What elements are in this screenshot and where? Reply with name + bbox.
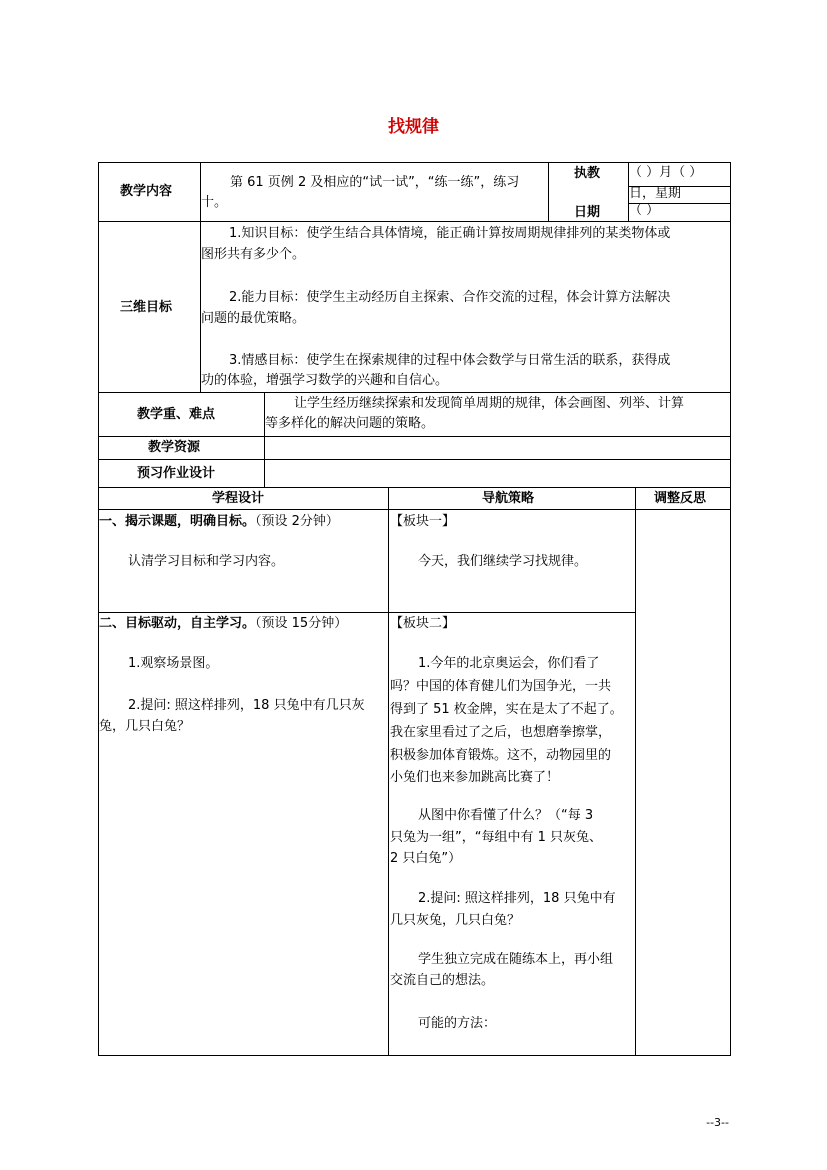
module2-p5: 可能的方法： [418, 1016, 497, 1031]
teaching-content-label: 教学内容 [120, 184, 173, 199]
module2-p4-line1: 学生独立完成在随练本上，再小组 [418, 952, 614, 967]
section2-time: （预设 15分钟） [255, 616, 348, 631]
header-strategy: 导航策略 [482, 491, 535, 506]
goal-knowledge-line1: 1.知识目标：使学生结合具体情境，能正确计算按周期规律排列的某类物体或 [229, 226, 671, 241]
module2-p2-line2: 只兔为一组”，“每组中有 1 只灰兔、 [390, 830, 603, 845]
page-title: 找规律 [388, 117, 439, 137]
section2-item2-line1: 2.提问: 照这样排列，18 只兔中有几只灰 [128, 698, 365, 713]
section2-heading-text: 二、目标驱动，自主学习。 [99, 616, 256, 631]
key-points-line2: 等多样化的解决问题的策略。 [265, 416, 435, 431]
section1-time: （预设 2分钟） [255, 514, 339, 529]
module2-p1-line5: 积极参加体育锻炼。这不，动物园里的 [390, 748, 612, 763]
module2-p1-line4: 我在家里看过了之后，也想磨拳擦掌， [390, 725, 612, 740]
module2-label: 【板块二】 [390, 616, 456, 631]
goal-knowledge-line2: 图形共有多少个。 [201, 247, 306, 262]
goal-ability-line1: 2.能力目标：使学生主动经历自主探索、合作交流的过程，体会计算方法解决 [229, 290, 671, 305]
exec-label-1: 执教 [574, 166, 601, 181]
section2-item1: 1.观察场景图。 [128, 656, 219, 671]
section2-item2-line2: 兔，几只白兔？ [99, 719, 191, 734]
date-line2: 日，星期 [629, 186, 682, 201]
module2-p3-line2: 几只灰兔，几只白兔？ [390, 913, 521, 928]
three-goals-label: 三维目标 [120, 300, 173, 315]
page-number: --3-- [706, 1116, 729, 1129]
header-reflection: 调整反思 [654, 491, 707, 506]
date-line1: （ ）月（ ） [629, 165, 703, 180]
teaching-content-line1: 第 61 页例 2 及相应的“试一试”，“练一练”，练习 [230, 175, 520, 190]
goal-emotion-line2: 功的体验，增强学习数学的兴趣和自信心。 [201, 373, 449, 388]
exec-label-2: 日期 [574, 205, 601, 220]
section1-heading [99, 511, 339, 533]
teaching-content-line2: 十。 [201, 195, 228, 210]
module2-p2-line3: 2 只白兔”） [390, 851, 462, 866]
goal-ability-line2: 问题的最优策略。 [201, 311, 306, 326]
module2-p1-line3: 得到了 51 枚金牌，实在是太了不起了。 [390, 702, 623, 717]
key-points-line1: 让学生经历继续探索和发现简单周期的规律，体会画图、列举、计算 [294, 396, 685, 411]
module2-p1-line6: 小兔们也来参加跳高比赛了！ [390, 770, 560, 785]
module2-p1-line1: 1.今年的北京奥运会，你们看了 [418, 656, 600, 671]
section1-content: 认清学习目标和学习内容。 [128, 554, 285, 569]
date-line3: （ ） [629, 203, 660, 218]
module2-p3-line1: 2.提问: 照这样排列，18 只兔中有 [418, 891, 616, 906]
section1-heading-text: 一、揭示课题，明确目标。 [99, 514, 256, 529]
resources-label: 教学资源 [148, 440, 201, 455]
preview-homework-label: 预习作业设计 [137, 466, 216, 481]
header-design: 学程设计 [212, 491, 265, 506]
module2-p2-line1: 从图中你看懂了什么？（“每 3 [418, 808, 594, 823]
section2-heading [99, 613, 347, 635]
goal-emotion-line1: 3.情感目标：使学生在探索规律的过程中体会数学与日常生活的联系，获得成 [229, 353, 671, 368]
key-points-label: 教学重、难点 [137, 407, 216, 422]
module1-strategy: 今天，我们继续学习找规律。 [418, 554, 588, 569]
module2-p1-line2: 吗？中国的体育健儿们为国争光，一共 [390, 679, 612, 694]
module2-p4-line2: 交流自己的想法。 [390, 973, 495, 988]
module1-label: 【板块一】 [390, 514, 456, 529]
